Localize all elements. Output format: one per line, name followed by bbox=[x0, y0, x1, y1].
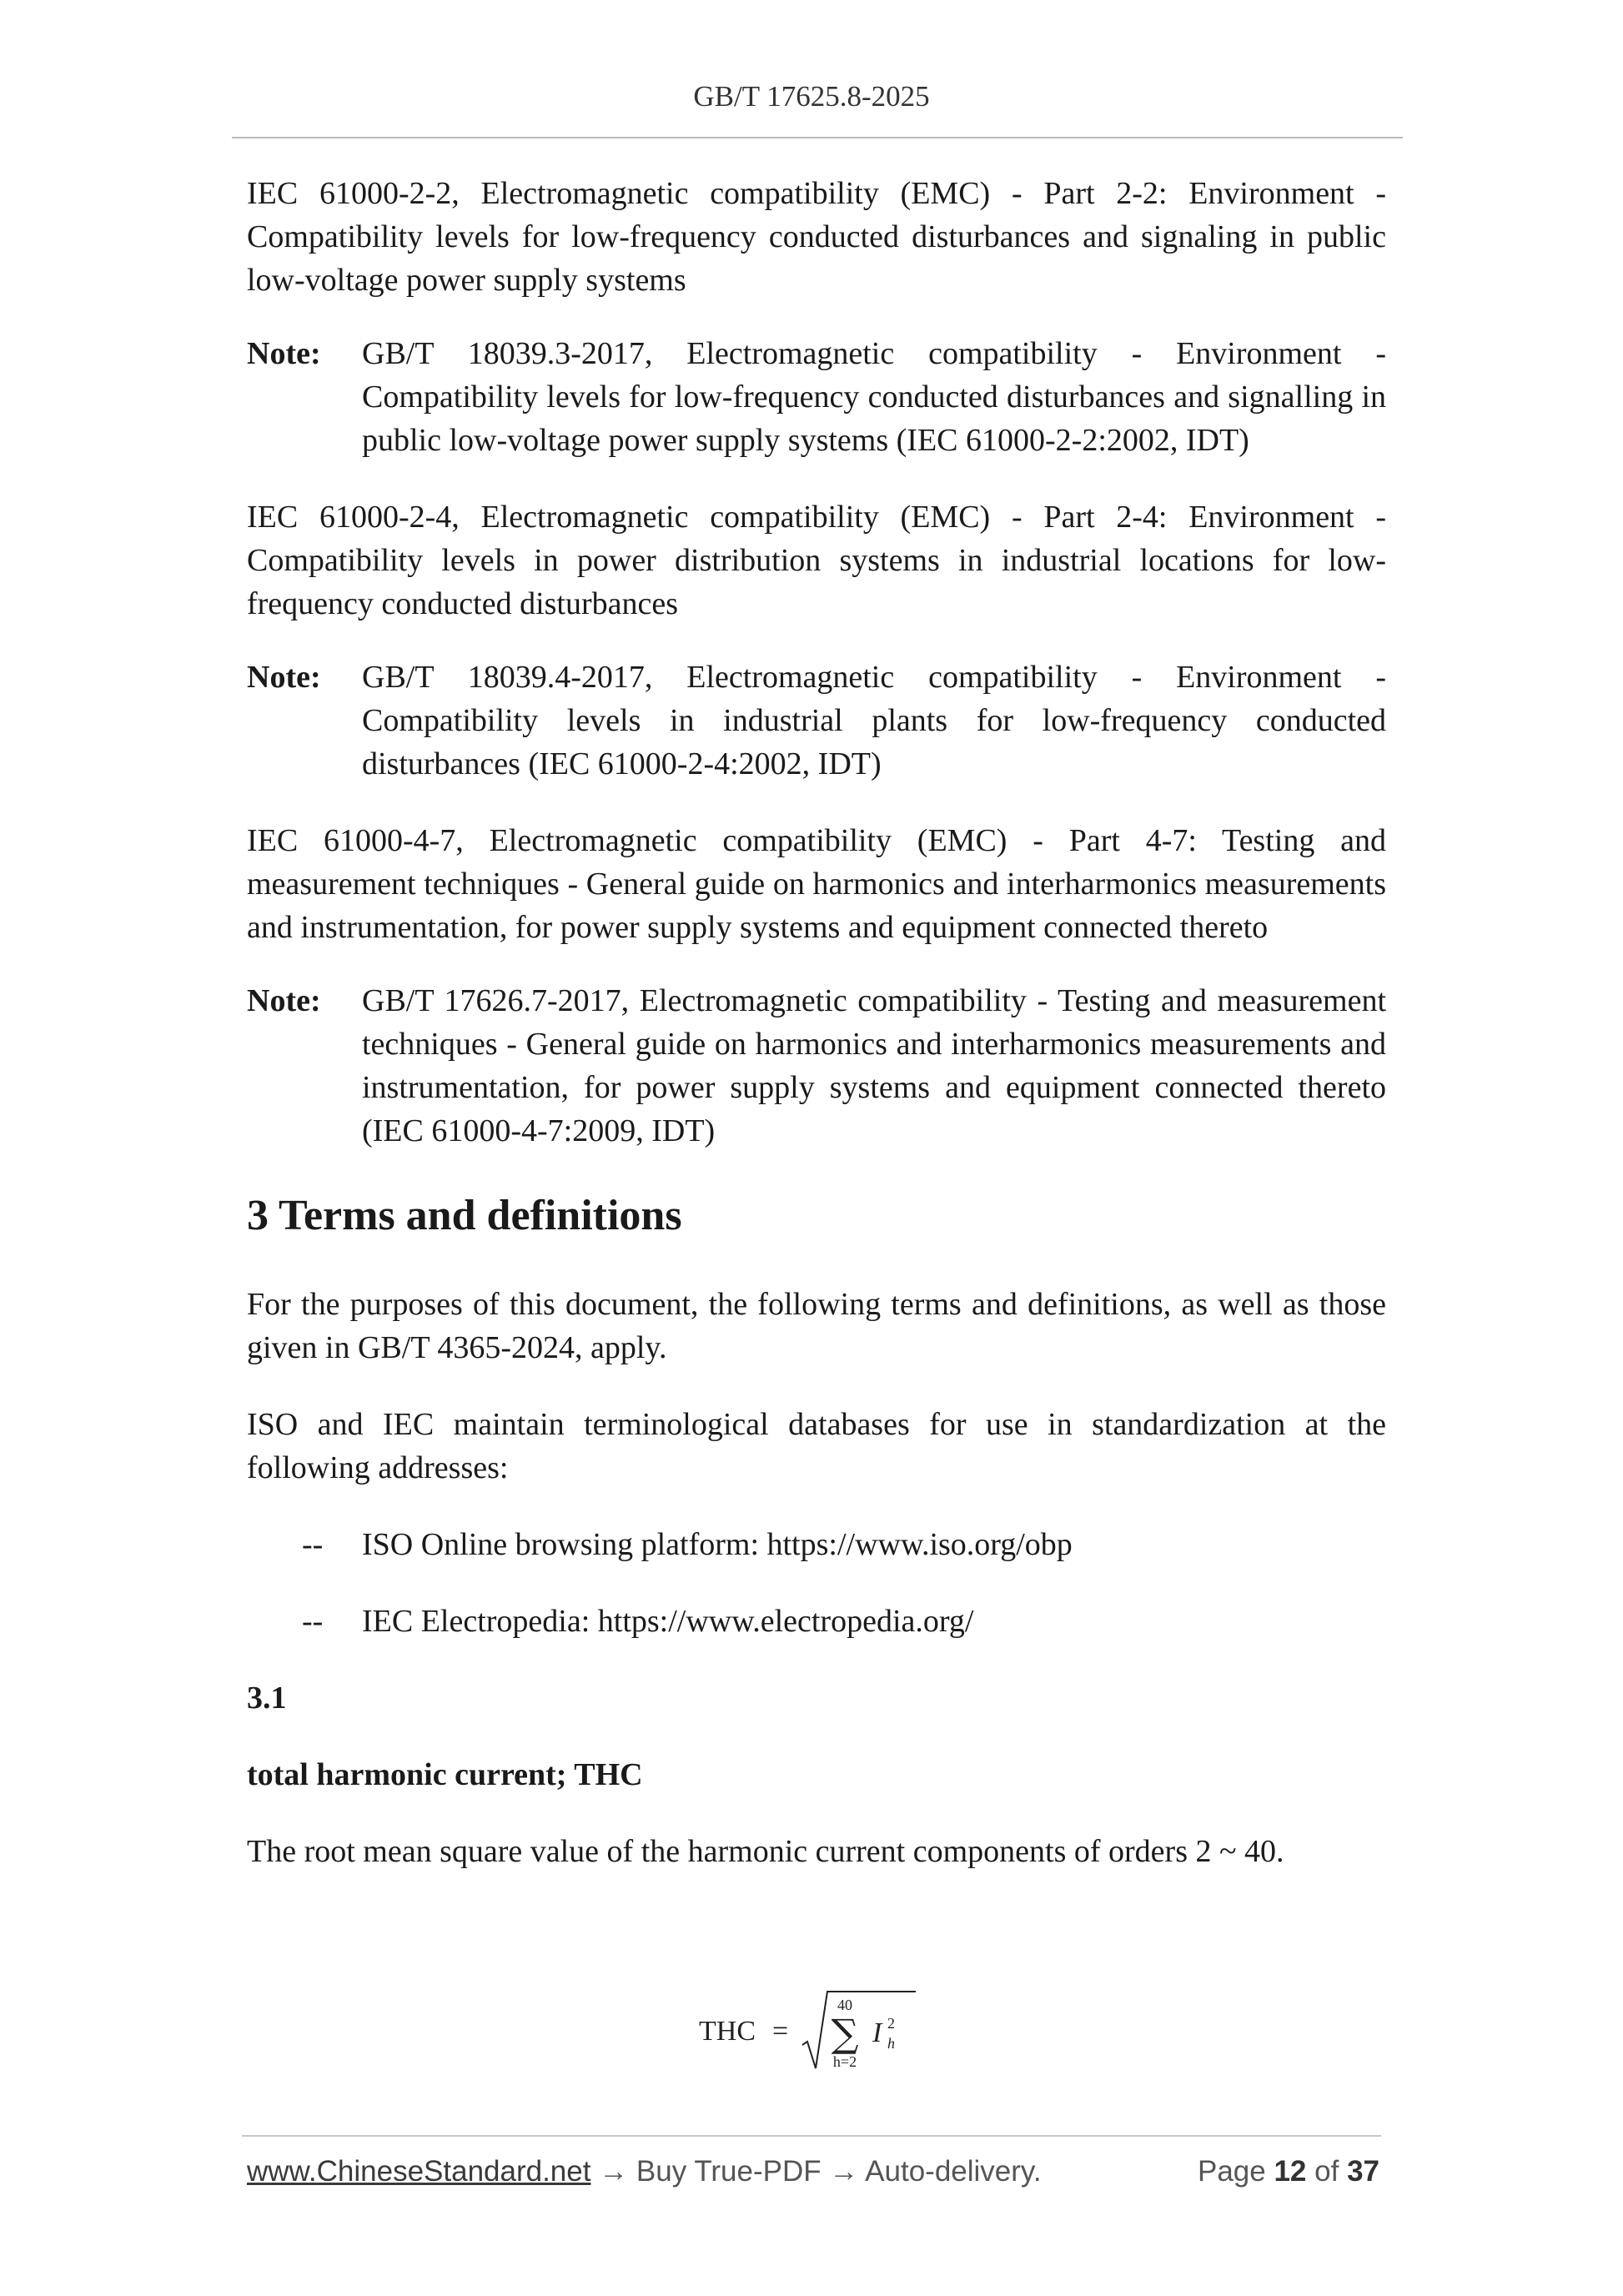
formula-subscript: h bbox=[887, 2035, 895, 2052]
page-total: 37 bbox=[1347, 2155, 1379, 2188]
databases-intro: ISO and IEC maintain terminological databases for use in standardization at the following addresses: bbox=[247, 1407, 1386, 1485]
page-content bbox=[247, 172, 1386, 1907]
note-label: Note: bbox=[247, 983, 321, 1018]
formula-equals: = bbox=[772, 2016, 789, 2047]
note-text: GB/T 17626.7-2017, Electromagnetic compatibility - Testing and measurement techniques - General guide on harmonics and interharmonics measurements and instrumentation, for power supply systems and equipment connected thereto (IEC 61000-4-7:2009, IDT) bbox=[362, 983, 1386, 1148]
reference-note bbox=[247, 979, 1386, 1153]
term-number: 3.1 bbox=[247, 1681, 287, 1716]
term-definition: The root mean square value of the harmonic current components of orders 2 ~ 40. bbox=[247, 1834, 1284, 1869]
note-text: GB/T 18039.4-2017, Electromagnetic compatibility - Environment - Compatibility levels in industrial plants for low-frequency conducted disturbances (IEC 61000-2-4:2002, IDT) bbox=[362, 660, 1386, 781]
term-name: total harmonic current; THC bbox=[247, 1757, 643, 1792]
list-item-text: ISO Online browsing platform: https://www.iso.org/obp bbox=[362, 1527, 1073, 1562]
reference-note bbox=[247, 332, 1386, 462]
formula-superscript: 2 bbox=[887, 2015, 895, 2032]
list-dash: -- bbox=[302, 1604, 324, 1639]
reference-entry: IEC 61000-4-7, Electromagnetic compatibility (EMC) - Part 4-7: Testing and measurement techniques - General guide on harmonics and interharmonics measurements and instrumentation, for power supply systems and equipment connected thereto bbox=[247, 823, 1386, 945]
thc-formula bbox=[699, 1985, 916, 2077]
sum-lower-limit: h=2 bbox=[832, 2053, 857, 2070]
site-link[interactable]: www.ChineseStandard.net bbox=[247, 2155, 591, 2188]
note-text: GB/T 18039.3-2017, Electromagnetic compatibility - Environment - Compatibility levels for low-frequency conducted disturbances and signalling in public low-voltage power supply systems (IEC 61000-2-2:2002, IDT) bbox=[362, 336, 1386, 458]
footer-tagline: → Buy True-PDF → Auto-delivery. bbox=[590, 2155, 1042, 2188]
list-item bbox=[247, 1523, 1386, 1566]
list-item-text: IEC Electropedia: https://www.electropedia.org/ bbox=[362, 1604, 974, 1639]
list-item bbox=[247, 1600, 1386, 1643]
running-header: GB/T 17625.8-2025 bbox=[693, 80, 930, 113]
note-label: Note: bbox=[247, 660, 321, 695]
sum-upper-limit: 40 bbox=[837, 1997, 852, 2013]
footer-rule bbox=[242, 2135, 1381, 2137]
database-list bbox=[247, 1523, 1386, 1643]
page-counter bbox=[1198, 2155, 1379, 2188]
reference-note bbox=[247, 656, 1386, 786]
square-root-sign bbox=[802, 1992, 916, 2068]
of-word: of bbox=[1314, 2155, 1339, 2188]
page-word: Page bbox=[1197, 2155, 1266, 2188]
page-number: 12 bbox=[1274, 2155, 1307, 2188]
reference-entry: IEC 61000-2-2, Electromagnetic compatibility (EMC) - Part 2-2: Environment - Compatibility levels for low-frequency conducted disturbances and signaling in public low-voltage power supply systems bbox=[247, 176, 1386, 298]
formula-term: I bbox=[872, 2017, 882, 2048]
summation-symbol: ∑ bbox=[831, 2011, 859, 2056]
reference-entry: IEC 61000-2-4, Electromagnetic compatibility (EMC) - Part 2-4: Environment - Compatibility levels in power distribution systems in industrial locations for low-frequency conducted disturbances bbox=[247, 500, 1386, 621]
list-dash: -- bbox=[302, 1527, 324, 1562]
header-rule bbox=[232, 137, 1403, 138]
note-label: Note: bbox=[247, 336, 321, 371]
footer-promo bbox=[247, 2155, 1042, 2188]
section-intro: For the purposes of this document, the following terms and definitions, as well as those given in GB/T 4365-2024, apply. bbox=[247, 1287, 1386, 1365]
formula-lhs: THC bbox=[699, 2016, 756, 2047]
page-footer bbox=[247, 2155, 1379, 2197]
section-title: 3 Terms and definitions bbox=[247, 1192, 682, 1239]
